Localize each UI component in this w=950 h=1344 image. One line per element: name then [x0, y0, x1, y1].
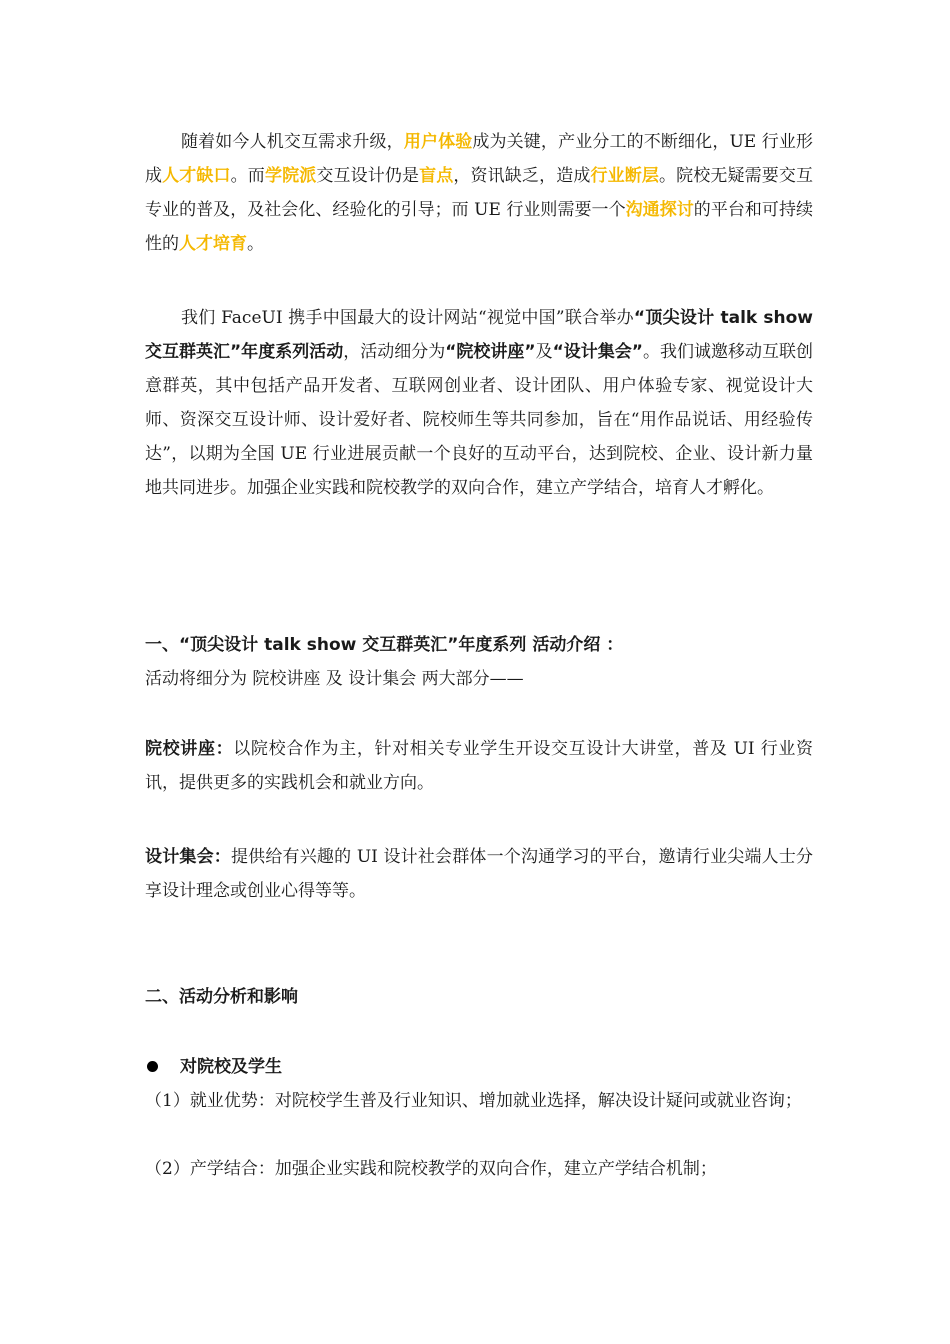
highlight-communication: 沟通探讨	[625, 200, 694, 220]
p2-text-2: ，活动细分为	[343, 342, 446, 362]
design-gathering-item	[145, 840, 813, 908]
p1-text-1: 随着如今人机交互需求升级，	[181, 132, 404, 152]
highlight-talent-gap: 人才缺口	[162, 166, 231, 186]
point-2: （2）产学结合：加强企业实践和院校教学的双向合作，建立产学结合机制；	[145, 1159, 717, 1179]
p1-text-7: 的平台和可持续性的	[145, 200, 814, 254]
design-gathering-text: 提供给有兴趣的 UI 设计社会群体一个沟通学习的平台，邀请行业尖端人士分享设计理念或创业心得等等。	[145, 847, 814, 901]
campus-lecture-label: 院校讲座：	[145, 739, 234, 759]
campus-lecture-term: “院校讲座”	[445, 342, 536, 362]
highlight-academic: 学院派	[264, 166, 317, 186]
p1-text-5: ，资讯缺乏，造成	[453, 166, 591, 186]
section-1-intro: 活动将细分为 院校讲座 及 设计集会 两大部分——	[145, 669, 524, 689]
bullet-item	[145, 1050, 813, 1084]
p1-text-4: 交互设计仍是	[316, 166, 420, 186]
event-series-name: “顶尖设计 talk show 交互群英汇”年度系列活动	[145, 308, 813, 362]
bullet-label: 对院校及学生	[180, 1057, 282, 1077]
highlight-blind-spot: 盲点	[419, 166, 454, 186]
campus-lecture-item	[145, 732, 813, 800]
highlight-talent-cultivation: 人才培育	[179, 234, 247, 254]
section-1-heading: 一、“顶尖设计 talk show 交互群英汇”年度系列 活动介绍 ：	[145, 635, 624, 655]
event-paragraph	[145, 301, 813, 505]
p2-text-1: 我们 FaceUI 携手中国最大的设计网站“视觉中国”联合举办	[181, 308, 634, 328]
p2-text-4: 。我们诚邀移动互联创意群英，其中包括产品开发者、互联网创业者、设计团队、用户体验专家、视觉设计大师、资深交互设计师、设计爱好者、院校师生等共同参加，旨在“用作品说话、用经验传达”，以期为全国 UE 行业进展贡献一个良好的互动平台，达到院校、企业、设计新力量地共同进步。加强企业实践和院校教学的双向合作，建立产学结合，培育人才孵化。	[145, 342, 813, 498]
intro-paragraph	[145, 125, 813, 261]
p1-text-8: 。	[247, 234, 264, 254]
design-gathering-label: 设计集会：	[145, 847, 231, 867]
highlight-user-experience: 用户体验	[403, 132, 473, 152]
p1-text-2: 成为关键，产业分工的不断细化，UE 行业形成	[145, 132, 814, 186]
bullet-dot-icon	[147, 1061, 158, 1072]
point-1: （1）就业优势：对院校学生普及行业知识、增加就业选择，解决设计疑问或就业咨询；	[145, 1091, 802, 1111]
p2-text-3: 及	[535, 342, 553, 362]
p1-text-3: 。而	[230, 166, 265, 186]
section-2-heading: 二、活动分析和影响	[145, 987, 298, 1007]
highlight-industry-gap: 行业断层	[590, 166, 659, 186]
design-gathering-term: “设计集会”	[552, 342, 643, 362]
p1-text-6: 。院校无疑需要交互专业的普及，及社会化、经验化的引导；而 UE 行业则需要一个	[145, 166, 814, 220]
campus-lecture-text: 以院校合作为主，针对相关专业学生开设交互设计大讲堂，普及 UI 行业资讯，提供更多的实践机会和就业方向。	[145, 739, 813, 793]
